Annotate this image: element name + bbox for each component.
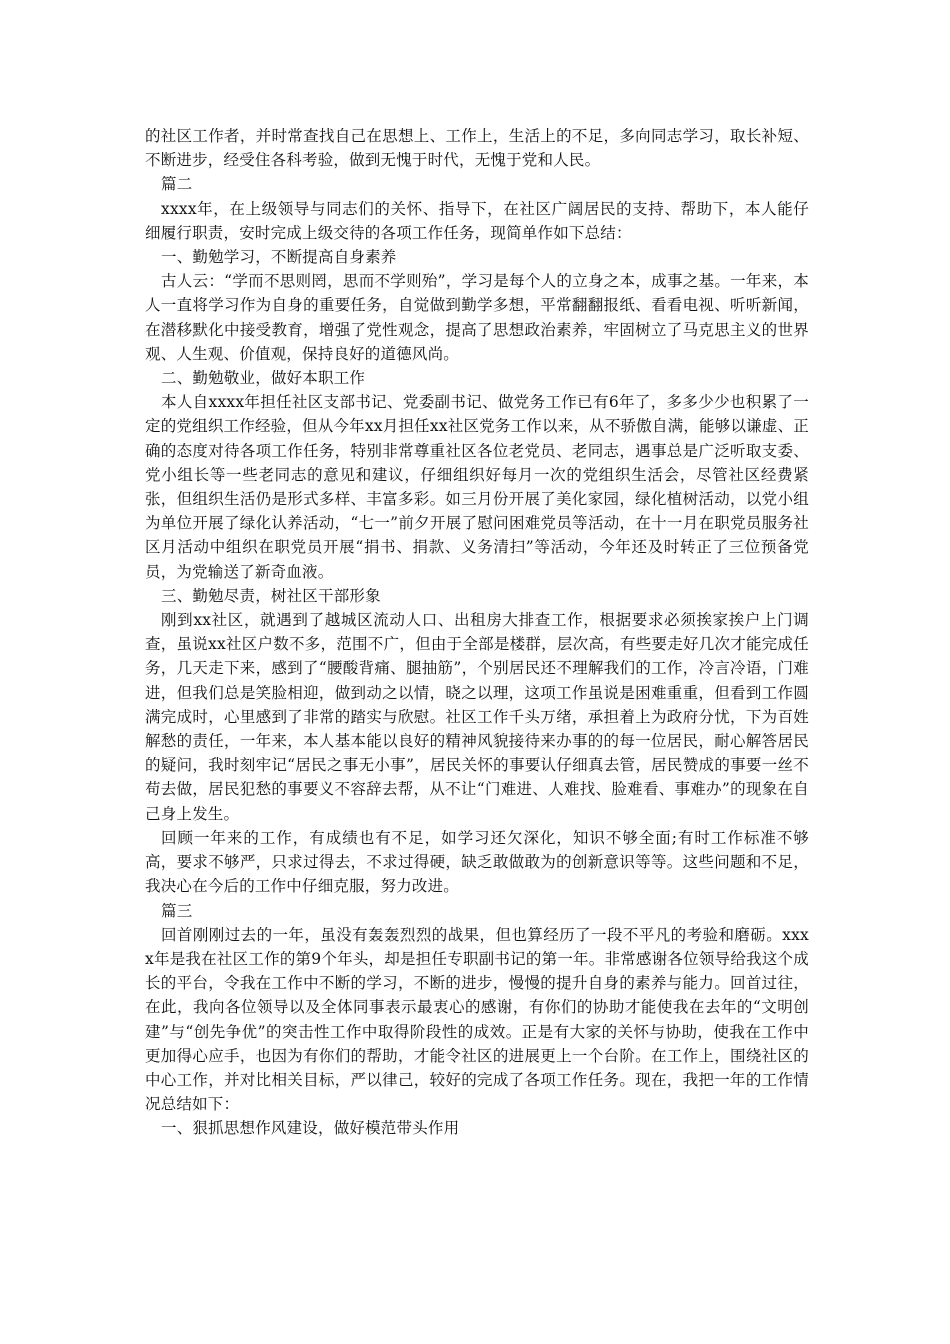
subheading-work: 二、勤勉敬业，做好本职工作 — [161, 369, 366, 388]
paragraph-work: 本人自xxxx年担任社区支部书记、党委副书记、做党务工作已有6年了，多多少少也积累了一定的党组织工作经验，但从今年xx月担任xx社区党务工作以来，从不骄傲自满，能够以谦虚、正确的态度对待各项工作任务，特别非常尊重社区各位老党员、老同志，遇事总是广泛听取支委、党小组长等一些老同志的意见和建议，仔细组织好每月一次的党组织生活会，尽管社区经费紧张，但组织生活仍是形式多样、丰富多彩。如三月份开展了美化家园，绿化植树活动，以党小组为单位开展了绿化认养活动，“七一”前夕开展了慰问困难党员等活动，在十一月在职党员服务社区月活动中组织在职党员开展“捐书、捐款、义务清扫”等活动，今年还及时转正了三位预备党员，为党输送了新奇血液。 — [145, 393, 809, 581]
section-heading-pian-er: 篇二 — [161, 175, 193, 194]
paragraph-study: 古人云：“学而不思则罔，思而不学则殆”，学习是每个人的立身之本，成事之基。一年来，本人一直将学习作为自身的重要任务，自觉做到勤学多想，平常翻翻报纸、看看电视、听听新闻，在潜移默化中接受教育，增强了党性观念，提高了思想政治素养，牢固树立了马克思主义的世界观、人生观、价值观，保持良好的道德风尚。 — [145, 272, 809, 363]
document-page — [145, 124, 809, 1141]
subheading-study: 一、勤勉学习，不断提高自身素养 — [161, 248, 397, 267]
paragraph-review: 回顾一年来的工作，有成绩也有不足，如学习还欠深化，知识不够全面;有时工作标准不够高，要求不够严，只求过得去，不求过得硬，缺乏敢做敢为的创新意识等等。这些问题和不足，我决心在今后的工作中仔细克服，努力改进。 — [145, 828, 809, 896]
paragraph-continuation: 的社区工作者，并时常查找自己在思想上、工作上，生活上的不足，多向同志学习，取长补短、不断进步，经受住各科考验，做到无愧于时代，无愧于党和人民。 — [145, 127, 809, 170]
subheading-ideology: 一、狠抓思想作风建设，做好模范带头作用 — [161, 1119, 460, 1138]
paragraph-duty: 刚到xx社区，就遇到了越城区流动人口、出租房大排查工作，根据要求必须挨家挨户上门调查，虽说xx社区户数不多，范围不广，但由于全部是楼群，层次高，有些要走好几次才能完成任务，几天走下来，感到了“腰酸背痛、腿抽筋”，个别居民还不理解我们的工作，冷言冷语，门难进，但我们总是笑脸相迎，做到动之以情，晓之以理，这项工作虽说是困难重重，但看到工作圆满完成时，心里感到了非常的踏实与欣慰。社区工作千头万绪，承担着上为政府分忧，下为百姓解愁的责任，一年来，本人基本能以良好的精神风貌接待来办事的的每一位居民，耐心解答居民的疑问，我时刻牢记“居民之事无小事”，居民关怀的事要认仔细真去管，居民赞成的事要一丝不苟去做，居民犯愁的事要义不容辞去帮，从不让“门难进、人难找、脸难看、事难办”的现象在自己身上发生。 — [145, 611, 809, 823]
paragraph-retrospect: 回首刚刚过去的一年，虽没有轰轰烈烈的战果，但也算经历了一段不平凡的考验和磨砺。xxxx年是我在社区工作的第9个年头，却是担任专职副书记的第一年。非常感谢各位领导给我这个成长的平台，令我在工作中不断的学习，不断的进步，慢慢的提升自身的素养与能力。回首过往，在此，我向各位领导以及全体同事表示最衷心的感谢，有你们的协助才能使我在去年的“文明创建”与“创先争优”的突击性工作中取得阶段性的成效。正是有大家的关怀与协助，使我在工作中更加得心应手，也因为有你们的帮助，才能令社区的进展更上一个台阶。在工作上，围绕社区的中心工作，并对比相关目标，严以律己，较好的完成了各项工作任务。现在，我把一年的工作情况总结如下： — [145, 925, 809, 1114]
section-heading-pian-san: 篇三 — [161, 901, 193, 920]
subheading-duty: 三、勤勉尽责，树社区干部形象 — [161, 586, 381, 605]
paragraph-intro: xxxx年，在上级领导与同志们的关怀、指导下，在社区广阔居民的支持、帮助下，本人能仔细履行职责，安时完成上级交待的各项工作任务，现简单作如下总结： — [145, 199, 809, 242]
